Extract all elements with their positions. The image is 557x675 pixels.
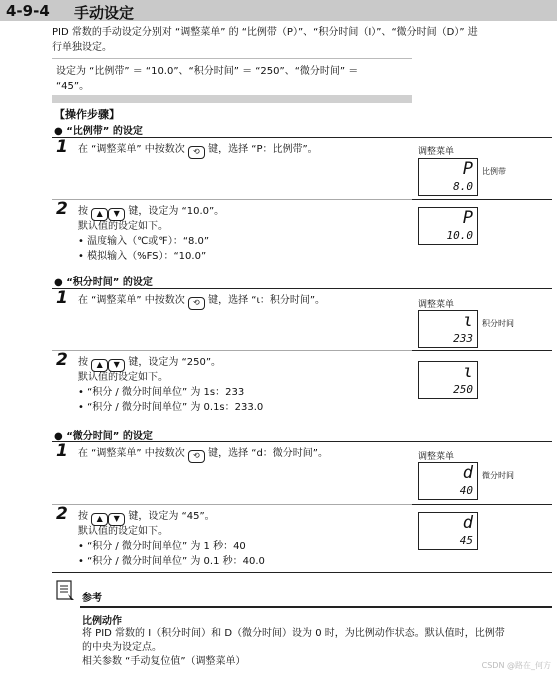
reference-line: 相关参数 “手动复位值”（调整菜单） [82,656,246,667]
display-panel [418,512,478,550]
intro-line-2: 行单独设定。 [52,42,112,53]
reference-line: 的中央为设定点。 [82,642,162,653]
step-2-text: 按 ▲ ▼ 键，设定为 “10.0”。 [78,205,224,221]
display-lower: 233 [453,332,473,345]
divider [52,504,412,505]
divider [52,441,552,442]
divider [412,350,552,351]
example-note-line-1: 设定为 “比例带” ＝ “10.0”、“积分时间” ＝ “250”、“微分时间” ＝ [56,66,359,77]
step-number: 2 [56,504,68,524]
display-lower: 250 [453,383,473,396]
display-upper: d [462,513,473,533]
display-lower: 10.0 [446,229,473,242]
default-item: • 模拟输入（%FS）：“10.0” [78,251,207,262]
divider [52,572,552,573]
example-note [52,58,412,103]
intro-line-1: PID 常数的手动设定分别对 “调整菜单” 的 “比例带（P）”、“积分时间（I）”、“微分时间（D）” 进 [52,27,478,38]
display-lower: 40 [459,484,473,497]
divider [52,199,412,200]
reference-line: 将 PID 常数的 I（积分时间）和 D（微分时间）设为 0 时，为比例动作状态。默认值时，比例带 [82,628,505,639]
default-item: • “积分 / 微分时间单位” 为 0.1s：233.0 [78,402,264,413]
step-number: 1 [56,137,68,157]
down-key-icon: ▼ [108,513,125,526]
display-panel [418,361,478,399]
procedure-heading: 【操作步骤】 [54,108,120,121]
default-item: • “积分 / 微分时间单位” 为 1 秒：40 [78,541,246,552]
watermark: CSDN @路在_何方 [481,661,551,670]
display-panel [418,207,478,245]
example-note-bar [52,95,412,103]
step-1-text: 在 “调整菜单” 中按数次 ⟲ 键，选择 “d：微分时间”。 [78,447,328,463]
step-2-text: 按 ▲ ▼ 键，设定为 “45”。 [78,510,215,526]
step-number: 1 [56,441,68,461]
up-key-icon: ▲ [91,359,108,372]
default-item: • “积分 / 微分时间单位” 为 1s：233 [78,387,245,398]
example-note-line-2: “45”。 [56,81,90,92]
up-key-icon: ▲ [91,208,108,221]
step-number: 2 [56,199,68,219]
parameter-label: 微分时间 [482,471,514,480]
group-heading-derivative: ● “微分时间” 的设定 [54,431,153,442]
display-upper: P [462,208,473,228]
reference-rule [80,606,552,608]
display-upper: d [462,463,473,483]
display-panel [418,310,478,348]
cycle-key-icon: ⟲ [188,297,205,310]
step-1-text: 在 “调整菜单” 中按数次 ⟲ 键，选择 “ɩ：积分时间”。 [78,294,325,310]
step-1-text: 在 “调整菜单” 中按数次 ⟲ 键，选择 “P：比例带”。 [78,143,318,159]
group-heading-integral: ● “积分时间” 的设定 [54,277,153,288]
divider [52,288,552,289]
group-heading-proportional: ● “比例带” 的设定 [54,126,143,137]
default-note: 默认值的设定如下。 [78,221,168,232]
step-number: 1 [56,288,68,308]
default-item: • “积分 / 微分时间单位” 为 0.1 秒：40.0 [78,556,265,567]
section-title: 手动设定 [74,4,135,22]
up-key-icon: ▲ [91,513,108,526]
note-icon [56,580,76,602]
divider [52,137,552,138]
default-item: • 温度输入（℃或℉）：“8.0” [78,236,210,247]
default-note: 默认值的设定如下。 [78,526,168,537]
step-number: 2 [56,350,68,370]
display-panel [418,158,478,196]
default-note: 默认值的设定如下。 [78,372,168,383]
display-upper: ɩ [462,311,473,331]
reference-label: 参考 [82,593,102,604]
menu-label: 调整菜单 [418,147,455,157]
divider [412,199,552,200]
cycle-key-icon: ⟲ [188,450,205,463]
divider [52,350,412,351]
down-key-icon: ▼ [108,359,125,372]
display-upper: P [462,159,473,179]
display-lower: 8.0 [453,180,473,193]
reference-subhead: 比例动作 [82,616,122,627]
cycle-key-icon: ⟲ [188,146,205,159]
parameter-label: 比例带 [482,167,506,176]
menu-label: 调整菜单 [418,300,455,310]
menu-label: 调整菜单 [418,452,455,462]
display-upper: ɩ [462,362,473,382]
divider [412,504,552,505]
section-number: 4-9-4 [6,2,50,20]
display-lower: 45 [459,534,473,547]
down-key-icon: ▼ [108,208,125,221]
parameter-label: 积分时间 [482,319,514,328]
display-panel [418,462,478,500]
step-2-text: 按 ▲ ▼ 键，设定为 “250”。 [78,356,221,372]
